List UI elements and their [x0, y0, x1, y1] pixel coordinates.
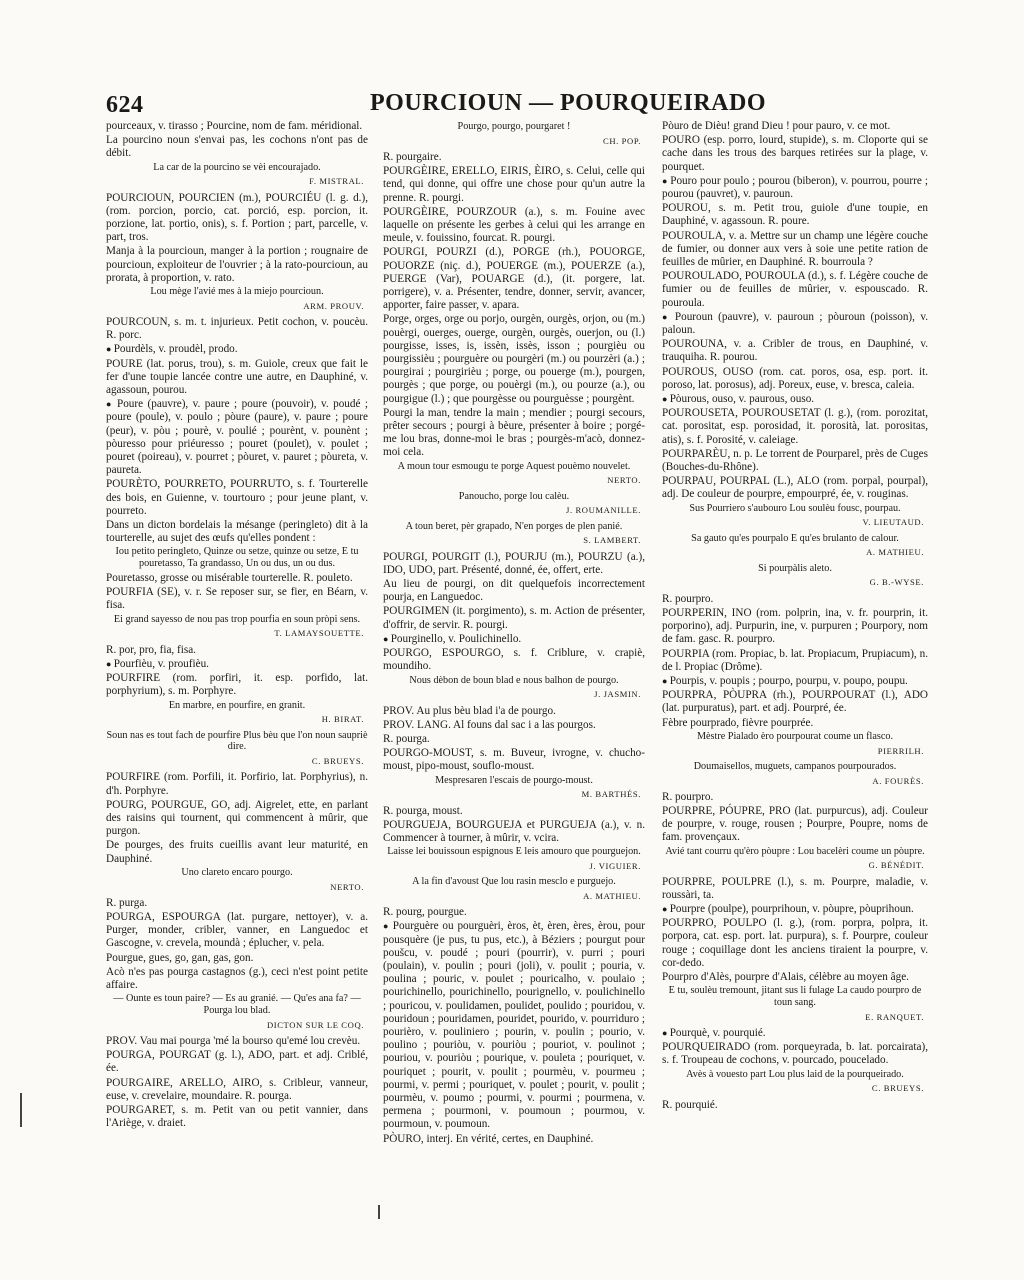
dictionary-entry: Dans un dicton bordelais la mésange (peringleto) dit à la tourterelle, au sujet des œufs qu'elles pondent :: [106, 519, 368, 545]
quotation-author: CH. POP.: [603, 135, 641, 146]
quotation: E tu, soulèu tremount, jitant sus li fulage La caudo pourpro de toun sang.: [668, 985, 922, 1008]
dictionary-entry: PÒURO, interj. En vérité, certes, en Dauphiné.: [383, 1132, 594, 1145]
bullet-entry: ● Pourginello, v. Poulichinello.: [383, 633, 645, 646]
dictionary-entry: Pòuro de Dièu! grand Dieu ! pour pauro, v. ce mot.: [662, 120, 891, 132]
quotation-author: C. BRUEYS.: [871, 1083, 924, 1094]
column-divider-mark: [20, 1093, 22, 1127]
quotation: Nous dèbon de boun blad e nous balhon de pourgo.: [409, 674, 619, 686]
dictionary-entry: POURPAU, POURPAL (L.), ALO (rom. porpal, pourpal), adj. De couleur de pourpre, empourpré, ée, v. rouginas.: [662, 475, 928, 501]
quotation: Sa gauto qu'es pourpalo E qu'es brulanto de calour.: [691, 532, 899, 544]
dictionary-entry: POURÈTO, POURRETO, POURRUTO, s. f. Tourterelle des bois, en Guienne, v. tourtouro ; pour jeune plant, v. pourreto.: [106, 478, 368, 517]
dictionary-entry: R. pourga.: [383, 732, 430, 745]
quotation-author: NERTO.: [607, 475, 641, 486]
dictionary-entry: PROV. Vau mai pourga 'mé la bourso qu'emé lou crevèu.: [106, 1034, 361, 1047]
quotation: Mespresaren l'escais de pourgo-moust.: [435, 774, 593, 786]
dictionary-entry: R. purga.: [106, 896, 148, 909]
dictionary-entry: pourceaux, v. tirasso ; Pourcine, nom de fam. méridional.: [106, 120, 363, 132]
quotation-author: A. MATHIEU.: [866, 547, 924, 558]
dictionary-entry: Pourgi la man, tendre la main ; mendier ; pourgi secours, prêter secours ; pourgi à bèure, présenter à boire ; porgé-me lou bras, donne-moi le bras ; pourgès-m'acò, donnez-moi cela.: [383, 406, 645, 459]
quotation-author: G. BÉNÉDIT.: [868, 860, 924, 871]
dictionary-entry: La pourcino noun s'envai pas, les cochons n'ont pas de débit.: [106, 134, 368, 160]
quotation: En marbre, en pourfire, en granit.: [168, 699, 306, 711]
dictionary-entry: POURQUEIRADO (rom. porqueyrada, b. lat. porcairata), s. f. Troupeau de cochons, v. pourcado, pouceladо.: [662, 1041, 928, 1067]
page-number: 624: [106, 92, 144, 118]
bullet-entry: ● Pouroun (pauvre), v. pauroun ; pòuroun (poisson), v. paloun.: [662, 311, 928, 337]
dictionary-entry: Manja à la pourcioun, manger à la portion ; rougnaire de pourcioun, exploiteur de l'ouvrier ; à la rato-pourcioun, au prorata, à proportion, v. rato.: [106, 245, 368, 284]
quotation-author: F. MISTRAL.: [309, 176, 364, 187]
dictionary-entry: R. pourpro.: [662, 790, 714, 803]
dictionary-entry: R. pourpro.: [662, 592, 714, 605]
dictionary-entry: R. pourg, pourgue.: [383, 906, 467, 919]
column-3: [662, 120, 928, 1200]
column-divider-mark: [378, 1205, 380, 1219]
bullet-entry: ● Pourdèls, v. proudèl, prodo.: [106, 343, 368, 356]
bullet-entry: ● Pourpis, v. poupis ; pourpo, pourpu, v. poupo, poupu.: [662, 675, 928, 688]
dictionary-entry: POURFIA (SE), v. r. Se reposer sur, se fier, en Béarn, v. fisa.: [106, 586, 368, 612]
quotation: Laisse lei bouissoun espignous E leis amouro que pourguejon.: [387, 846, 641, 858]
quotation: Sus Pourriero s'aubouro Lou soulèu fousc, pourpau.: [689, 502, 901, 514]
dictionary-entry: POURE (lat. porus, trou), s. m. Guiole, creux que fait le fer d'une toupie lancée contre une autre, en Dauphiné, v. agassoun, pourou.: [106, 357, 368, 397]
quotation-author: T. LAMAYSOUETTE.: [274, 628, 364, 639]
bullet-entry: ● Pourquè, v. pourquié.: [662, 1027, 928, 1040]
column-2: [383, 120, 645, 1200]
quotation: Uno clareto encaro pourgo.: [181, 866, 293, 878]
dictionary-entry: POURPARÈU, n. p. Le torrent de Pourparel, près de Cuges (Bouches-du-Rhône).: [662, 447, 928, 474]
quotation-author: J. JASMIN.: [594, 689, 641, 700]
dictionary-entry: POURPRO, POULPO (l. g.), (rom. porpra, polpra, it. porpora, cat. esp. port. lat. purpura), s. f. Pourpre, couleur rouge ; coquillage dont les anciens tiraient la pourpre, v. cor-dedo.: [662, 917, 928, 969]
dictionary-entry: POURPIA (rom. Propiac, b. lat. Propiacum, Prupiacum), n. de l. Propiac (Drôme).: [662, 647, 928, 673]
dictionary-entry: POURGA, POURGAT (g. l.), ADO, part. et adj. Criblé, ée.: [106, 1049, 368, 1075]
dictionary-entry: R. pourgaire.: [383, 151, 442, 163]
dictionary-entry: Pourgue, gues, go, gan, gas, gon.: [106, 951, 254, 964]
quotation: Doumaisellos, muguets, campanos pourpourados.: [693, 760, 897, 772]
dictionary-entry: Pouretasso, grosse ou misérable tourterelle. R. pouleto.: [106, 572, 353, 585]
dictionary-entry: R. por, pro, fia, fisa.: [106, 643, 196, 656]
dictionary-entry: POURCOUN, s. m. t. injurieux. Petit cochon, v. poucèu. R. porc.: [106, 316, 368, 342]
dictionary-entry: POUROU, s. m. Petit trou, guiole d'une toupie, en Dauphiné, v. agassoun. R. poure.: [662, 202, 928, 228]
bullet-entry: ● Pourfièu, v. proufièu.: [106, 658, 368, 671]
quotation: Lou mège l'avié mes à la miejo pourcioun.: [150, 286, 324, 298]
dictionary-entry: POURGO-MOUST, s. m. Buveur, ivrogne, v. chucho-moust, pipo-moust, souflo-moust.: [383, 747, 645, 773]
dictionary-entry: Pourpro d'Alès, pourpre d'Alais, célèbre au moyen âge.: [662, 970, 909, 983]
quotation: Avès à vouesto part Lou plus laid de la pourqueirado.: [686, 1068, 904, 1080]
quotation-author: M. BARTHÉS.: [581, 789, 641, 800]
dictionary-entry: POURPRE, PÓUPRE, PRO (lat. purpurcus), adj. Couleur de pourpre, v. rouge, rousen ; Pourpre, Poupre, noms de fam. provençaux.: [662, 804, 928, 844]
dictionary-entry: POURPERIN, INO (rom. polprin, ina, v. fr. pourprin, it. porporino), adj. Purpurin, ine, v. purpuren ; Pourpory, nom de fam. gasc. R. pourpro.: [662, 606, 928, 646]
running-title: POURCIOUN — POURQUEIRADO: [370, 90, 766, 116]
dictionary-entry: POUROULADO, POUROULA (d.), s. f. Légère couche de fumier ou de feuilles de mûrier, v. espouscado. R. pouroula.: [662, 270, 928, 309]
dictionary-entry: POURPRE, POULPRE (l.), s. m. Pourpre, maladie, v. roussàri, ta.: [662, 875, 928, 901]
quotation-author: S. LAMBERT.: [583, 535, 641, 546]
quotation: A moun tour esmougu te porge Aquest pouèmo nouvelet.: [397, 460, 631, 472]
dictionary-entry: POURGUEJA, BOURGUEJA et PURGUEJA (a.), v. n. Commencer à tourner, à mûrir, v. vcira.: [383, 818, 645, 844]
quotation-author: NERTO.: [330, 881, 364, 892]
quotation: Avié tant courru qu'èro pòupre : Lou bacelèri coume un pòupre.: [665, 845, 925, 857]
dictionary-entry: Fèbre pourprado, fièvre pourprée.: [662, 716, 814, 729]
dictionary-entry: De pourges, des fruits cueillis avant leur maturité, en Dauphiné.: [106, 839, 368, 865]
quotation: Ei grand sayesso de nou pas trop pourfia en soun pròpi sens.: [113, 613, 361, 625]
quotation: Soun nas es tout fach de pourfire Plus bèu que l'on noun saupriè dire.: [106, 729, 368, 753]
bullet-entry: ● Pouro pour poulo ; pourou (biberon), v. pourrou, pourre ; pourou (pauvret), v. pauroun.: [662, 175, 928, 201]
dictionary-entry: POURPRA, PÒUPRA (rh.), POURPOURAT (l.), ADO (lat. purpuratus), part. et adj. Pourpré, ée.: [662, 689, 928, 715]
dictionary-entry: POURCIOUN, POURCIEN (m.), POURCIÉU (l. g. d.), (rom. porcion, porcio, cat. porció, esp. porcion, it. porzione, lat. portio, onis), s. f. Portion ; part, parcelle, v. part, tros.: [106, 191, 368, 244]
quotation: La car de la pourcino se vèi encourajado.: [153, 161, 321, 173]
dictionary-entry: R. pourga, moust.: [383, 804, 463, 817]
quotation-author: E. RANQUET.: [865, 1011, 924, 1022]
quotation: — Ounte es toun paire? — Es au granié. — Qu'es ana fa? — Pourga lou blad.: [113, 993, 361, 1016]
dictionary-entry: POUROUS, OUSO (rom. cat. poros, osa, esp. port. it. poroso, lat. porosus), adj. Poreux, euse, v. bresca, caleia.: [662, 365, 928, 391]
dictionary-entry: POURGÈIRE, ERELLO, EIRIS, ÈIRO, s. Celui, celle qui tend, qui donne, qui offre une chose pour qu'un autre la prenne. R. pourgi.: [383, 165, 645, 204]
dictionary-entry: R. pourquié.: [662, 1098, 718, 1111]
quotation: Iou petito peringleto, Quinze ou setze, quinze ou setze, E tu pouretasso, Ta grandasso, Un ou dus, un ou dus.: [115, 546, 359, 570]
quotation-author: J. ROUMANILLE.: [566, 505, 641, 516]
quotation: A la fin d'avoust Que lou rasin mesclo e purguejo.: [412, 876, 616, 888]
quotation-author: V. LIEUTAUD.: [862, 517, 924, 528]
quotation-author: C. BRUEYS.: [311, 756, 364, 767]
dictionary-entry: POURGI, POURGIT (l.), POURJU (m.), POURZU (a.), IDO, UDO, part. Présenté, donné, ée, offert, erte.: [383, 550, 645, 576]
dictionary-entry: Au lieu de pourgi, on dit quelquefois incorrectement pourja, en Languedoc.: [383, 578, 645, 604]
quotation-author: PIERRILH.: [877, 745, 924, 756]
dictionary-entry: PROV. LANG. Al founs dal sac i a las pourgos.: [383, 718, 596, 731]
dictionary-entry: Porge, orges, orge ou porjo, ourgèn, ourgès, orjon, ou (m.) pouèrgi, ouerges, ouerge, ourgèn, ourgès, ouerjon, ou (l.) pourgisse, isses, is, issèn, issès, isson ; pourgièu ou pourgissièu ; pourguère ou pourgèri (m.) ou pourzèri (a.) ; pourgirai ; pourgirièu ; porge, ou pouerge (m.), pourgen, pourgès ; que porge, ou pouèrgi (m.), ou pourze (a.), ou pourgigue (l.) ; que pourgèsse ou pourguèsse ; pourgènt.: [383, 313, 645, 405]
quotation: A toun beret, pèr grapado, N'en porges de plen panié.: [405, 520, 623, 532]
dictionary-entry: Acò n'es pas pourga castagnos (g.), ceci n'est point petite affaire.: [106, 965, 368, 991]
dictionary-entry: POUROULA, v. a. Mettre sur un champ une légère couche de fumier, ou donner aux vers à soie une petite ration de feuilles de mûrier, en Dauphiné. R. bourroula ?: [662, 229, 928, 269]
quotation: Mèstre Pialado èro pourpourat coume un flasco.: [696, 730, 894, 742]
quotation-author: ARM. PROUV.: [303, 300, 364, 311]
dictionary-entry: POURGIMEN (it. porgimento), s. m. Action de présenter, d'offrir, de servir. R. pourgi.: [383, 605, 645, 631]
dictionary-entry: POURGÈIRE, POURZOUR (a.), s. m. Fouine avec laquelle on présente les gerbes à celui qui les arrange en meule, v. fouissino, fourcat. R. pourgi.: [383, 205, 645, 245]
quotation-author: G. B.-WYSE.: [869, 577, 924, 588]
quotation-author: A. FOURÈS.: [872, 775, 924, 786]
quotation-author: A. MATHIEU.: [583, 890, 641, 901]
quotation: Pourgo, pourgo, pourgaret !: [457, 121, 571, 132]
quotation-author: H. BIRAT.: [321, 714, 364, 725]
bullet-entry: ● Poure (pauvre), v. paure ; poure (pouvoir), v. poudé ; poure (poule), v. poulo ; pòure (paure), v. paure ; poure (peur), v. pòu ; pourè, v. poulié ; pourènt, v. pounènt ; pòuresso pour priéuresso ; pouret (poulet), v. poulet ; pouret (poireau), v. pourret ; pòuret, v. pauret ; pòureta, v. paureta.: [106, 398, 368, 477]
bullet-entry: ● Pourguère ou pourguèri, èros, èt, èren, ères, èrou, pour pousquère (je pus, tu pus, etc.), à Béziers ; pourgut pour poušcu, v. poudé ; pouri (pourrir), v. purri ; pouri (poulain), v. poulin ; pouri (joli), v. poulit ; pouria, v. poulina ; pouric, v. poulet ; pouricalho, v. poulaio ; pourichinello, pourichinello, pourignello, v. poulichinello ; pouricou, v. poulidamen, poulidet, poulido ; pouridou, v. pouridoun ; pouridamen, pouridet, pourido, v. pourriduro ; pourièro, v. pouliniero ; pourin, v. poulin ; pourio, v. poulino ; pouriòu, v. pouriòu ; pouriot, v. poulinot ; pouriou, v. pouriòu ; pourique, v. pouleta ; pouriquet, v. pouriquet ; pourit, v. poulit ; pourmèu, v. pourmeu ; pourmi, v. permi ; pouriquet, v. poulet ; pourit, v. poulit ; pourmèu, v. poumo ; pourmi, v. pourmi ; pourmena, v. permena ; pourmoni, v. poumoun ; pourmou, v. pourmoun, v. poumoun.: [383, 920, 645, 1131]
dictionary-entry: POURGAIRE, ARELLO, AIRO, s. Cribleur, vanneur, euse, v. crevelaire, moundaire. R. pourga.: [106, 1076, 368, 1102]
quotation-author: J. VIGUIER.: [589, 860, 641, 871]
dictionary-entry: POURGARET, s. m. Petit van ou petit vannier, dans l'Ariège, v. draiet.: [106, 1103, 368, 1130]
dictionary-entry: POUROUSETA, POUROUSETAT (l. g.), (rom. porozitat, cat. porositat, esp. porosidad, it. porosità, lat. porositas, atis), s. f. Porosité, v. caleiage.: [662, 407, 928, 446]
dictionary-entry: POURG, POURGUE, GO, adj. Aigrelet, ette, en parlant des raisins qui tournent, qui commencent à mûrir, que purgon.: [106, 798, 368, 838]
dictionary-entry: POURGA, ESPOURGA (lat. purgare, nettoyer), v. a. Purger, monder, cribler, vanner, en Languedoc et Gascogne, v. crevela, moundà ; éplucher, v. pela.: [106, 910, 368, 950]
quotation-author: DICTON SUR LE COQ.: [266, 1019, 364, 1030]
dictionary-entry: POURGO, ESPOURGO, s. f. Criblure, v. crapiè, moundiho.: [383, 647, 645, 673]
dictionary-entry: POURGI, POURZI (d.), PORGE (rh.), POUORGE, POUORZE (niç. d.), POUERGE (m.), POUERZE (a.), PUERGE (Var), POUARGE (d.), (it. porgere, lat. porrigere), v. a. Présenter, tendre, donner, servir, avancer, apporter, faire passer, v. apara.: [383, 246, 645, 312]
dictionary-entry: POURFIRE (rom. Porfili, it. Porfirio, lat. Porphyrius), n. d'h. Porphyre.: [106, 771, 368, 797]
bullet-entry: ● Pourpre (poulpe), pourprihoun, v. pòupre, pòuprihoun.: [662, 903, 928, 916]
quotation: Si pourpàlis aleto.: [758, 562, 832, 574]
bullet-entry: ● Pòurous, ouso, v. paurous, ouso.: [662, 393, 928, 406]
dictionary-entry: POURO (esp. porro, lourd, stupide), s. m. Cloporte qui se cache dans les trous des barques retirées sur la plage, v. pourquet.: [662, 134, 928, 173]
column-1: [106, 120, 368, 1200]
dictionary-entry: POURFIRE (rom. porfiri, it. esp. porfido, lat. porphyrium), s. m. Porphyre.: [106, 672, 368, 698]
dictionary-entry: POUROUNA, v. a. Cribler de trous, en Dauphiné, v. trauquiha. R. pourou.: [662, 338, 928, 364]
quotation: Panoucho, porge lou calèu.: [458, 490, 570, 502]
dictionary-entry: PROV. Au plus bèu blad i'a de pourgo.: [383, 704, 556, 717]
